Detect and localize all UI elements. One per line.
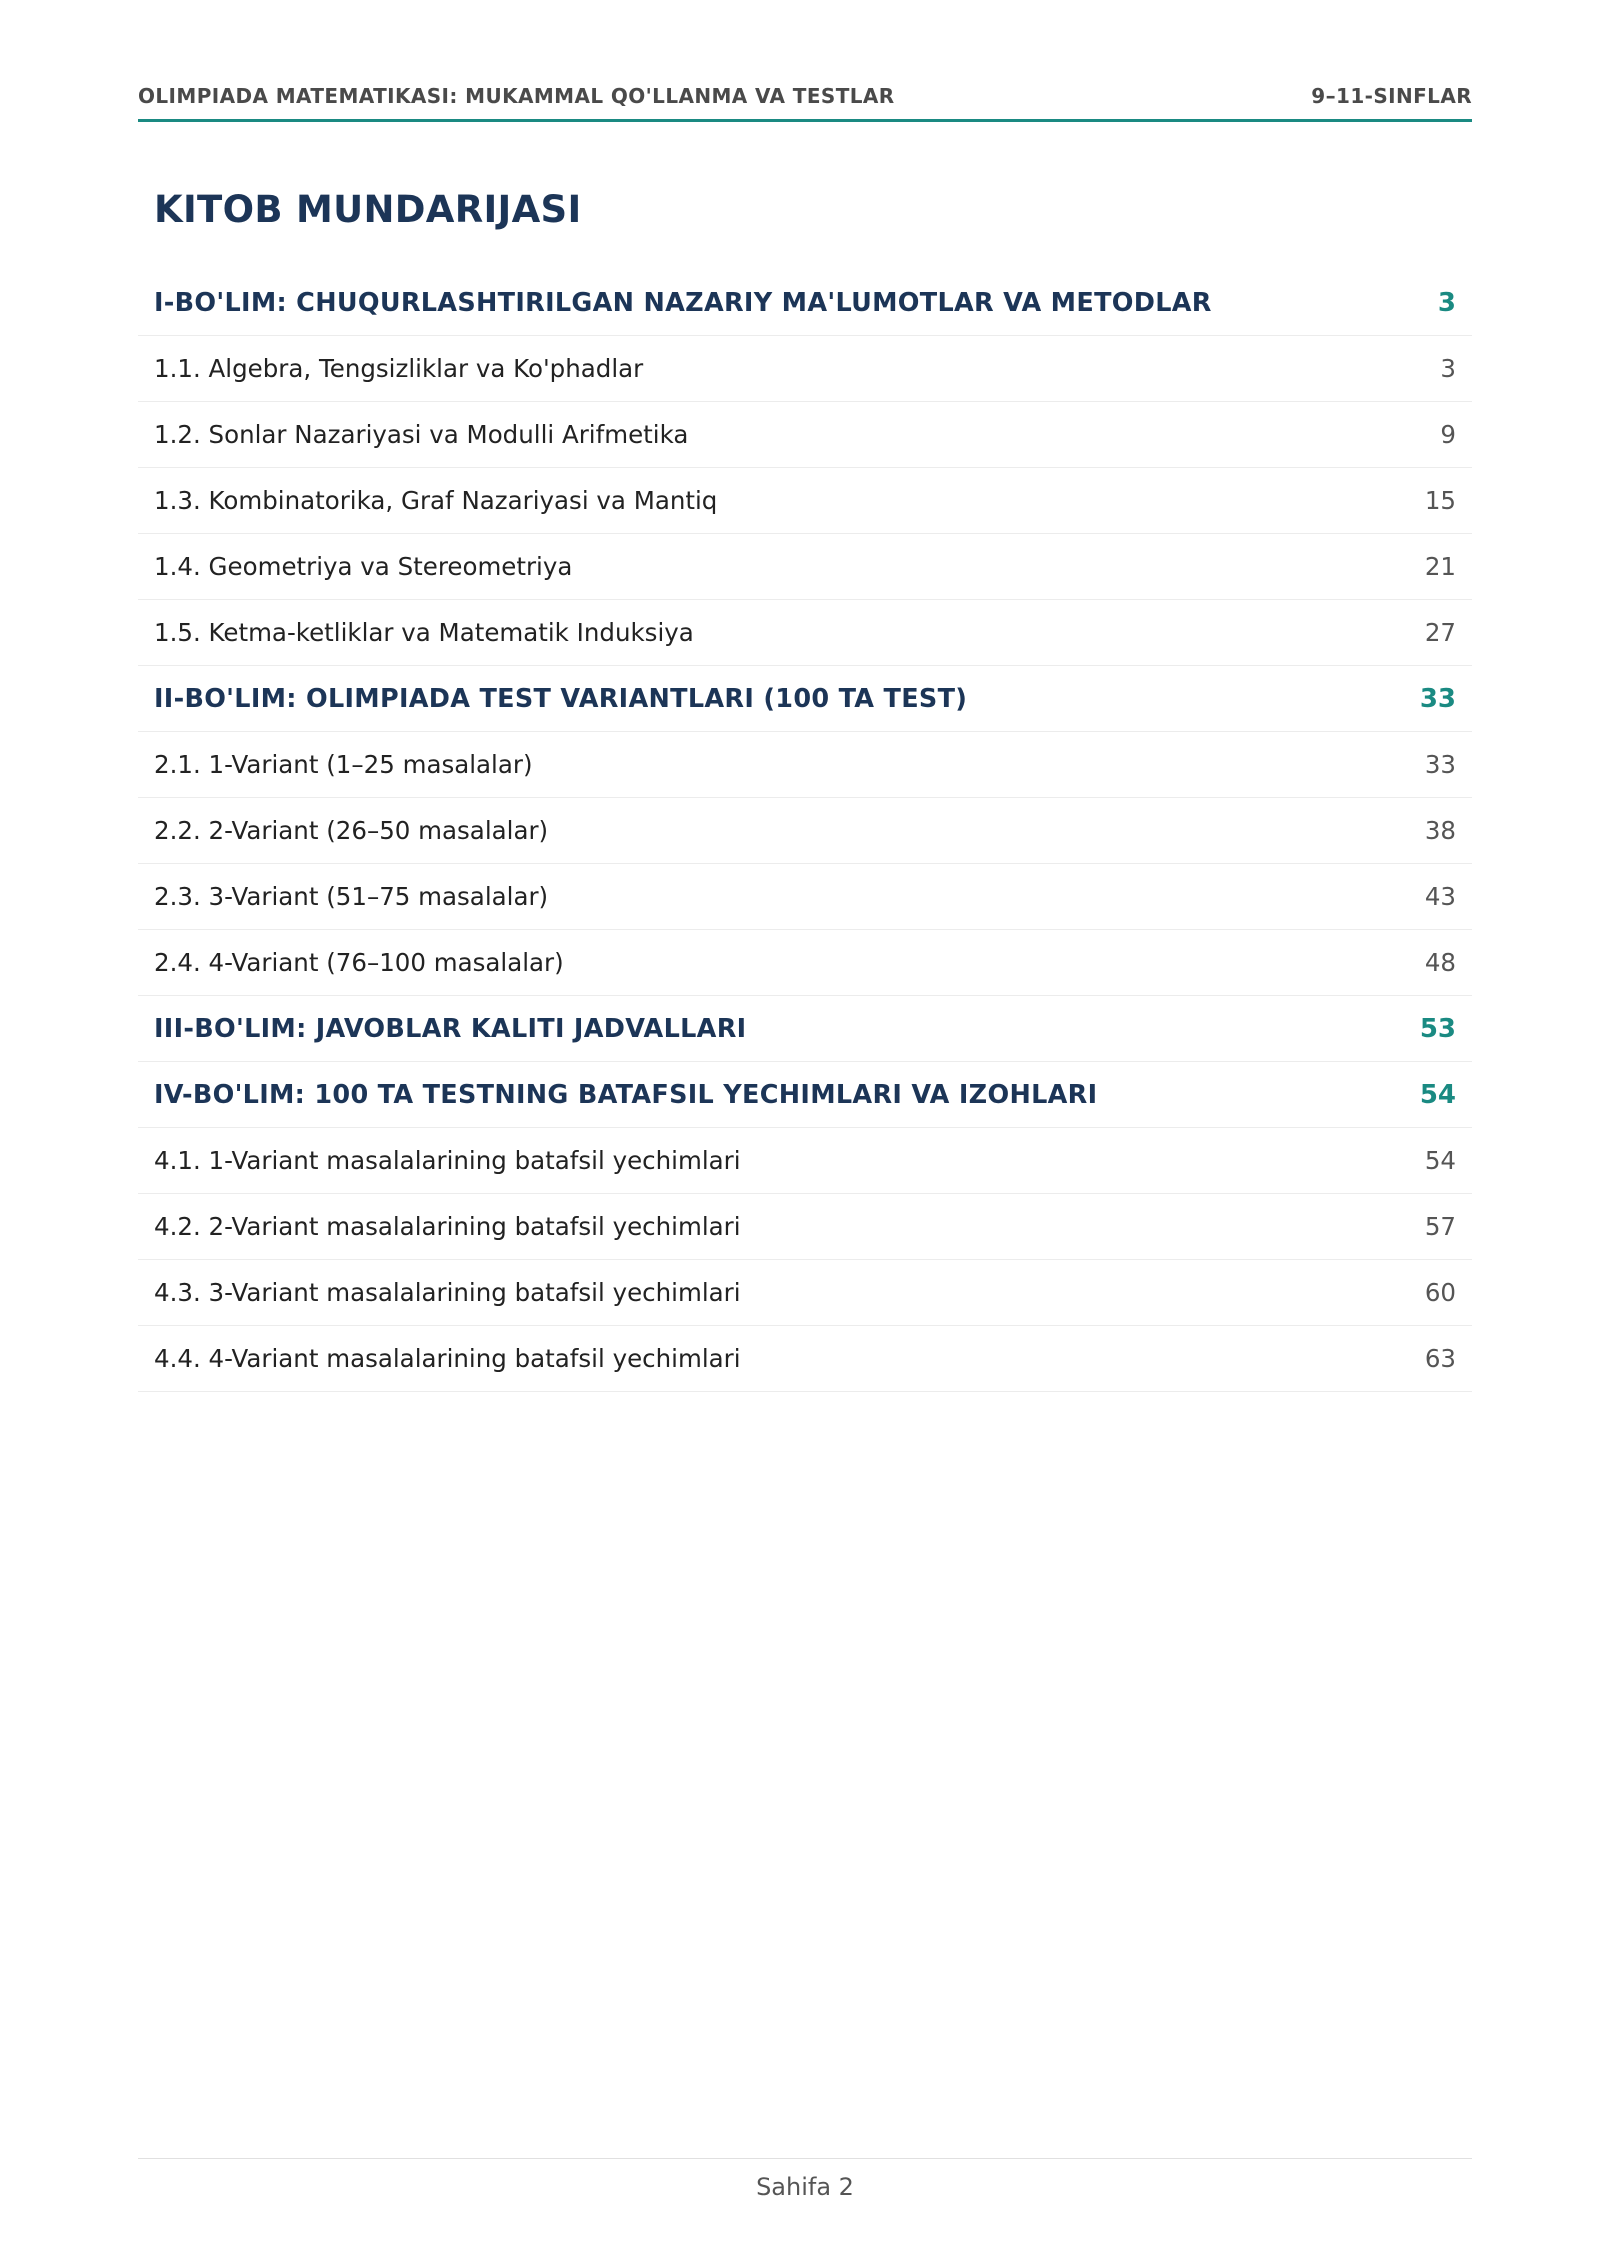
page-footer (138, 2158, 1472, 2201)
toc-section-4-2[interactable] (138, 1194, 1472, 1260)
toc-entry-label: 2.1. 1-Variant (1–25 masalalar) (154, 750, 533, 779)
toc-entry-page: 54 (1424, 1146, 1456, 1175)
toc-section-4-3[interactable] (138, 1260, 1472, 1326)
toc-entry-label: I-BO'LIM: CHUQURLASHTIRILGAN NAZARIY MA'LUMOTLAR VA METODLAR (154, 287, 1212, 318)
toc-entry-page: 15 (1424, 486, 1456, 515)
toc-entry-page: 60 (1424, 1278, 1456, 1307)
running-header (138, 82, 1472, 122)
toc-entry-label: 1.1. Algebra, Tengsizliklar va Ko'phadlar (154, 354, 644, 383)
toc-section-1-2[interactable] (138, 402, 1472, 468)
header-book-title: OLIMPIADA MATEMATIKASI: MUKAMMAL QO'LLANMA VA TESTLAR (138, 84, 895, 108)
toc-entry-label: 1.5. Ketma-ketliklar va Matematik Induksiya (154, 618, 694, 647)
toc-entry-label: 4.2. 2-Variant masalalarining batafsil yechimlari (154, 1212, 741, 1241)
toc-section-1-5[interactable] (138, 600, 1472, 666)
table-of-contents (138, 270, 1472, 1392)
page-number: Sahifa 2 (756, 2173, 854, 2201)
toc-entry-label: 1.2. Sonlar Nazariyasi va Modulli Arifmetika (154, 420, 689, 449)
toc-section-4-4[interactable] (138, 1326, 1472, 1392)
toc-entry-label: 4.3. 3-Variant masalalarining batafsil yechimlari (154, 1278, 741, 1307)
toc-entry-page: 63 (1424, 1344, 1456, 1373)
toc-entry-label: 4.4. 4-Variant masalalarining batafsil yechimlari (154, 1344, 741, 1373)
toc-part-1[interactable] (138, 270, 1472, 336)
toc-entry-page: 3 (1437, 287, 1456, 318)
toc-entry-page: 53 (1419, 1013, 1456, 1044)
toc-entry-label: III-BO'LIM: JAVOBLAR KALITI JADVALLARI (154, 1013, 747, 1044)
toc-entry-page: 27 (1424, 618, 1456, 647)
toc-entry-page: 33 (1419, 683, 1456, 714)
toc-entry-label: 1.3. Kombinatorika, Graf Nazariyasi va Mantiq (154, 486, 718, 515)
toc-entry-label: 1.4. Geometriya va Stereometriya (154, 552, 573, 581)
toc-entry-page: 54 (1419, 1079, 1456, 1110)
toc-entry-label: 2.2. 2-Variant (26–50 masalalar) (154, 816, 549, 845)
toc-section-1-3[interactable] (138, 468, 1472, 534)
toc-entry-page: 9 (1440, 420, 1456, 449)
toc-part-2[interactable] (138, 666, 1472, 732)
header-grade-range: 9–11-SINFLAR (1311, 84, 1472, 108)
toc-entry-label: 4.1. 1-Variant masalalarining batafsil yechimlari (154, 1146, 741, 1175)
toc-section-4-1[interactable] (138, 1128, 1472, 1194)
toc-part-4[interactable] (138, 1062, 1472, 1128)
toc-entry-page: 21 (1424, 552, 1456, 581)
toc-entry-label: 2.4. 4-Variant (76–100 masalalar) (154, 948, 564, 977)
toc-section-2-1[interactable] (138, 732, 1472, 798)
toc-part-3[interactable] (138, 996, 1472, 1062)
toc-entry-page: 38 (1424, 816, 1456, 845)
toc-section-1-4[interactable] (138, 534, 1472, 600)
toc-title: KITOB MUNDARIJASI (154, 188, 582, 231)
toc-entry-page: 3 (1440, 354, 1456, 383)
toc-section-1-1[interactable] (138, 336, 1472, 402)
toc-section-2-4[interactable] (138, 930, 1472, 996)
toc-entry-page: 33 (1424, 750, 1456, 779)
toc-entry-label: II-BO'LIM: OLIMPIADA TEST VARIANTLARI (100 TA TEST) (154, 683, 968, 714)
toc-entry-page: 48 (1424, 948, 1456, 977)
toc-section-2-3[interactable] (138, 864, 1472, 930)
toc-entry-label: 2.3. 3-Variant (51–75 masalalar) (154, 882, 549, 911)
toc-entry-page: 43 (1424, 882, 1456, 911)
toc-entry-page: 57 (1424, 1212, 1456, 1241)
toc-section-2-2[interactable] (138, 798, 1472, 864)
toc-entry-label: IV-BO'LIM: 100 TA TESTNING BATAFSIL YECHIMLARI VA IZOHLARI (154, 1079, 1098, 1110)
